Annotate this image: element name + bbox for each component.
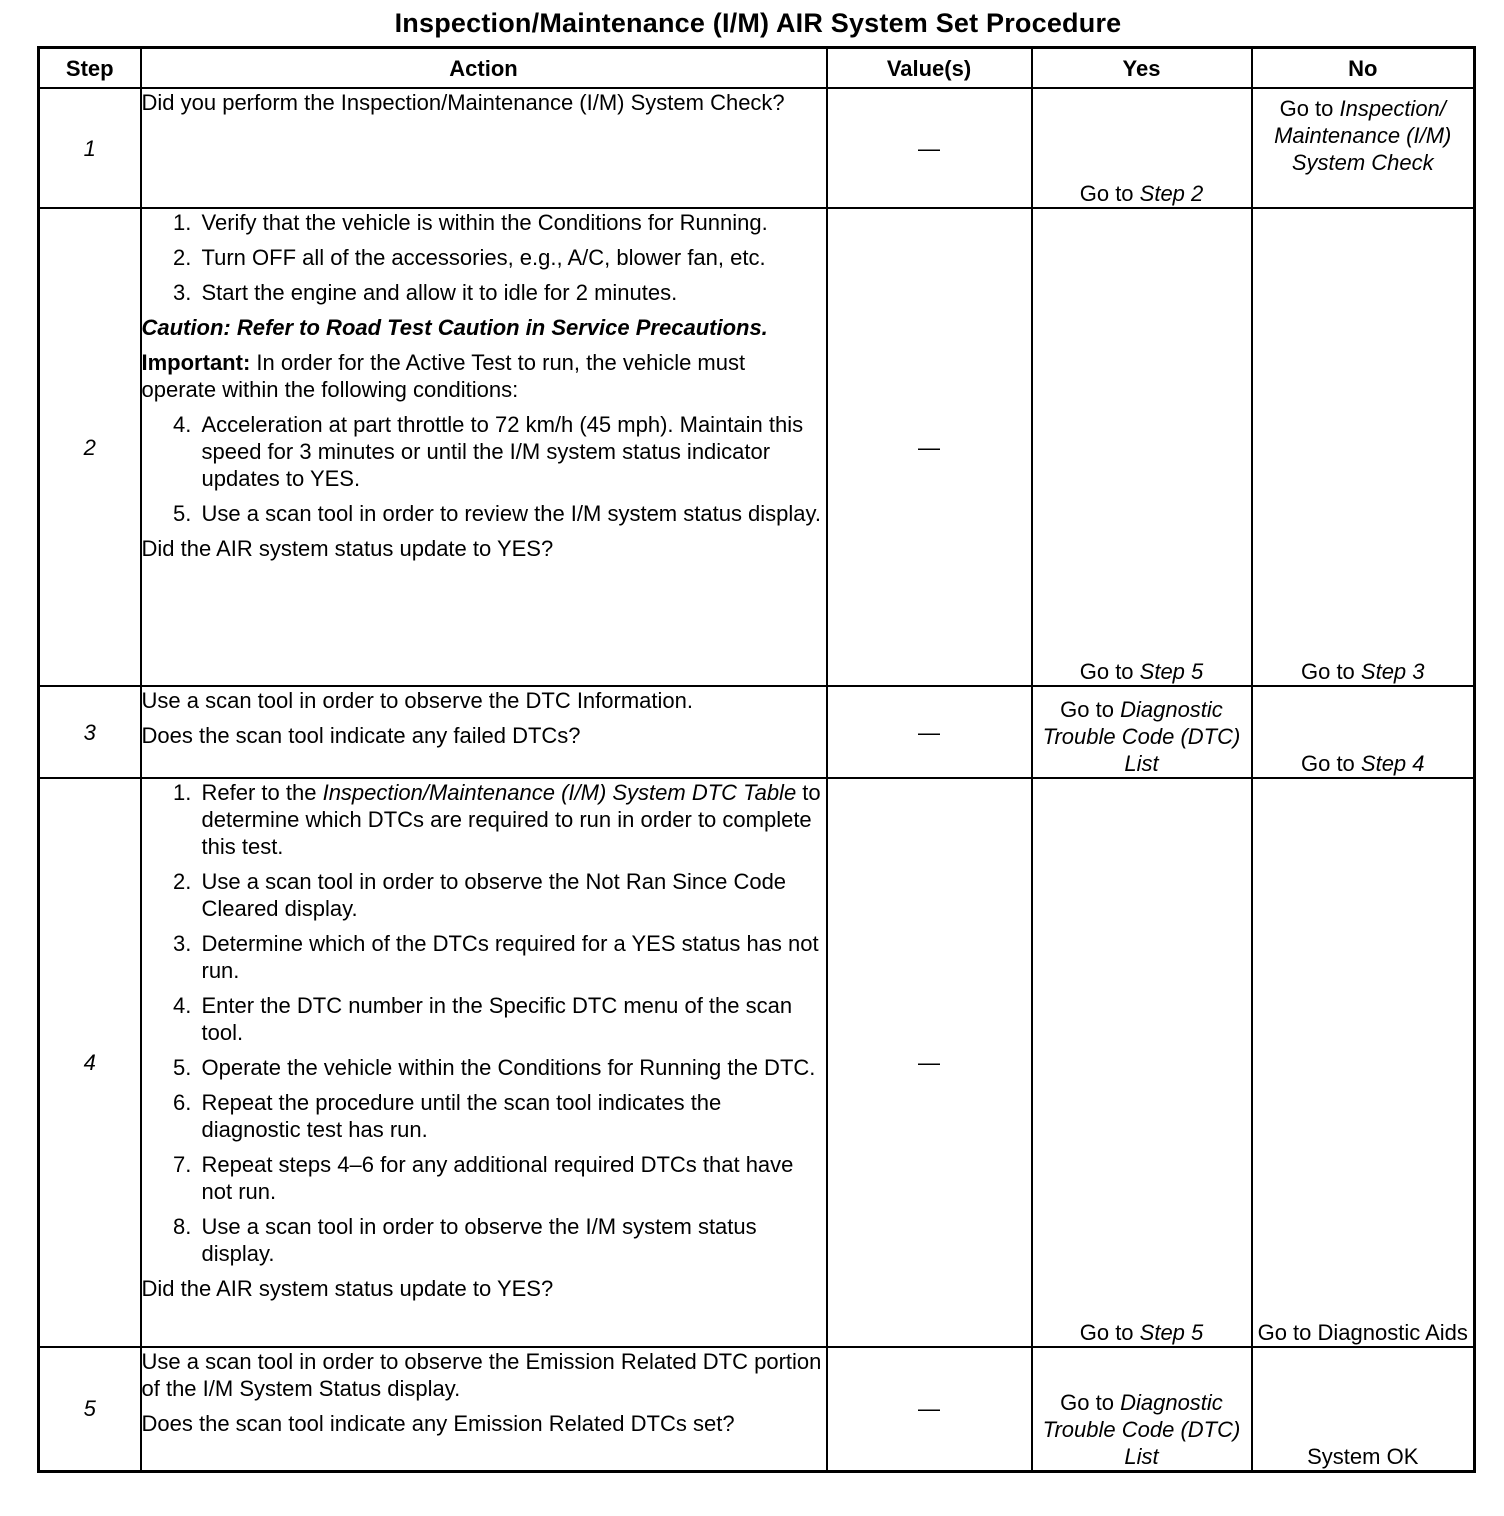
- table-row: [39, 686, 1475, 778]
- list-item: 5. Use a scan tool in order to review the I/M system status display.: [198, 500, 826, 527]
- list-item: 2. Turn OFF all of the accessories, e.g., A/C, blower fan, etc.: [198, 244, 826, 271]
- dtc-table-reference[interactable]: Inspection/Maintenance (I/M) System DTC Table: [322, 780, 797, 805]
- list-item: 8. Use a scan tool in order to observe the I/M system status display.: [198, 1213, 826, 1267]
- yes-link[interactable]: Step 5: [1139, 659, 1204, 684]
- action-cell: [141, 1347, 827, 1471]
- list-item: 3. Start the engine and allow it to idle for 2 minutes.: [198, 279, 826, 306]
- no-cell: System OK: [1252, 1347, 1475, 1471]
- table-row: [39, 208, 1475, 686]
- table-row: [39, 88, 1475, 208]
- no-link[interactable]: Inspection/ Maintenance (I/M) System Check: [1274, 96, 1452, 175]
- step-number: 4: [39, 778, 141, 1347]
- caution-note: Caution: Refer to Road Test Caution in Service Precautions.: [141, 315, 768, 340]
- question-text: Did you perform the Inspection/Maintenance (I/M) System Check?: [141, 90, 785, 115]
- no-cell: [1252, 686, 1475, 778]
- yes-cell: [1032, 778, 1252, 1347]
- question-text: Does the scan tool indicate any Emission Related DTCs set?: [141, 1411, 735, 1436]
- steps-list: [142, 411, 826, 527]
- steps-list: [142, 779, 826, 1267]
- no-link[interactable]: Step 3: [1360, 659, 1425, 684]
- list-item-text: to determine which DTCs are required to run in order to complete this test.: [201, 780, 821, 859]
- action-cell: [141, 88, 827, 208]
- no-prefix: Go to: [1300, 659, 1361, 684]
- value-cell: —: [827, 208, 1032, 686]
- instruction-text: Use a scan tool in order to observe the Emission Related DTC portion of the I/M System Status display.: [141, 1349, 822, 1401]
- list-item-text: Refer to the: [201, 780, 323, 805]
- header-action: Action: [141, 48, 827, 89]
- list-item: 2. Use a scan tool in order to observe the Not Ran Since Code Cleared display.: [198, 868, 826, 922]
- step-number: 3: [39, 686, 141, 778]
- yes-link[interactable]: Diagnostic Trouble Code (DTC) List: [1042, 1389, 1241, 1469]
- question-text: Does the scan tool indicate any failed DTCs?: [141, 723, 581, 748]
- value-cell: —: [827, 1347, 1032, 1471]
- header-row: [39, 48, 1475, 89]
- header-no: No: [1252, 48, 1475, 89]
- header-values: Value(s): [827, 48, 1032, 89]
- page-title: Inspection/Maintenance (I/M) AIR System Set Procedure: [394, 8, 1122, 38]
- action-cell: [141, 686, 827, 778]
- yes-link[interactable]: Step 5: [1139, 1320, 1204, 1345]
- yes-prefix: Go to: [1079, 181, 1140, 206]
- action-cell: [141, 208, 827, 686]
- step-number: 2: [39, 208, 141, 686]
- yes-link[interactable]: Step 2: [1139, 181, 1204, 206]
- no-cell: Go to Diagnostic Aids: [1252, 778, 1475, 1347]
- list-item: 7. Repeat steps 4–6 for any additional required DTCs that have not run.: [198, 1151, 826, 1205]
- list-item: 5. Operate the vehicle within the Conditions for Running the DTC.: [198, 1054, 826, 1081]
- list-item: 6. Repeat the procedure until the scan tool indicates the diagnostic test has run.: [198, 1089, 826, 1143]
- yes-prefix: Go to: [1079, 659, 1140, 684]
- yes-prefix: Go to: [1060, 697, 1121, 722]
- table-row: [39, 778, 1475, 1347]
- list-item: 3. Determine which of the DTCs required for a YES status has not run.: [198, 930, 826, 984]
- yes-cell: [1032, 208, 1252, 686]
- list-item: 1. Verify that the vehicle is within the Conditions for Running.: [198, 209, 826, 236]
- value-cell: —: [827, 88, 1032, 208]
- no-prefix: Go to: [1279, 96, 1340, 121]
- instruction-text: Use a scan tool in order to observe the DTC Information.: [141, 688, 693, 713]
- no-cell: [1252, 208, 1475, 686]
- value-cell: —: [827, 778, 1032, 1347]
- list-item: [198, 779, 826, 860]
- question-text: Did the AIR system status update to YES?: [141, 1276, 554, 1301]
- step-number: 1: [39, 88, 141, 208]
- step-number: 5: [39, 1347, 141, 1471]
- action-cell: [141, 778, 827, 1347]
- yes-link[interactable]: Diagnostic Trouble Code (DTC) List: [1042, 697, 1241, 776]
- yes-cell: [1032, 1347, 1252, 1471]
- list-item: 4. Enter the DTC number in the Specific DTC menu of the scan tool.: [198, 992, 826, 1046]
- procedure-table: [37, 46, 1476, 1473]
- table-row: [39, 1347, 1475, 1471]
- important-label: Important:: [141, 350, 251, 375]
- header-yes: Yes: [1032, 48, 1252, 89]
- value-cell: —: [827, 686, 1032, 778]
- yes-prefix: Go to: [1060, 1389, 1121, 1415]
- no-cell: [1252, 88, 1475, 208]
- yes-prefix: Go to: [1079, 1320, 1140, 1345]
- list-item: 4. Acceleration at part throttle to 72 km/h (45 mph). Maintain this speed for 3 minutes or until the I/M system status indicator updates to YES.: [198, 411, 826, 492]
- question-text: Did the AIR system status update to YES?: [141, 536, 554, 561]
- yes-cell: [1032, 686, 1252, 778]
- important-note: [142, 349, 826, 403]
- header-step: Step: [39, 48, 141, 89]
- steps-list: [142, 209, 826, 306]
- yes-cell: [1032, 88, 1252, 208]
- no-prefix: Go to: [1300, 751, 1361, 776]
- important-text: In order for the Active Test to run, the vehicle must operate within the following conditions:: [141, 350, 746, 402]
- no-link[interactable]: Step 4: [1360, 751, 1425, 776]
